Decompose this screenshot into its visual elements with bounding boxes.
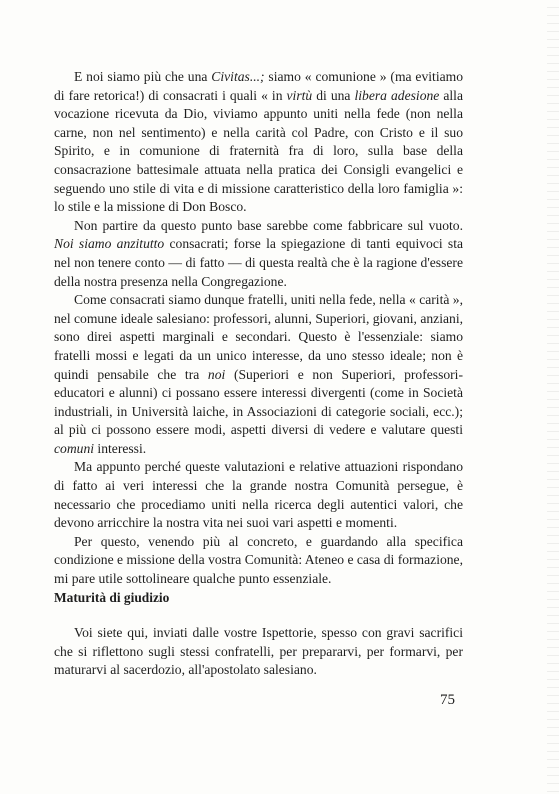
text-run: Come consacrati siamo dunque fratelli, uniti nella fede, nella « carità », nel comune ideale salesiano: professori, alunni, Superiori, giovani, anziani, sono direi aspetti marginali e secondari. Questo è l'essenziale: siamo fratelli mossi e legati da un unico interesse, da uno stesso ideale; non è quindi pensabile che tra: [54, 292, 463, 382]
italic-run: virtù: [286, 87, 313, 103]
text-run: Non partire da questo punto base sarebbe come fabbricare sul vuoto.: [74, 217, 463, 233]
text-run: di una: [312, 87, 355, 103]
italic-run: Civitas...;: [211, 69, 265, 84]
section-body-text: [54, 624, 463, 680]
text-run: Voi siete qui, inviati dalle vostre Ispettorie, spesso con gravi sacrifici che si riflettono sugli stessi confratelli, per prepararvi, per formarvi, per maturarvi al sacerdozio, all'apostolato salesiano.: [54, 625, 463, 678]
text-run: Ma appunto perché queste valutazioni e relative attuazioni rispondano di fatto ai veri interessi che la grande nostra Comunità persegue, è necessario che procediamo uniti nella ricerca degli autentici valori, che devono arricchire la nostra vita nei suoi vari aspetti e momenti.: [54, 459, 463, 531]
text-run: interessi.: [94, 440, 147, 456]
paragraph: [54, 458, 463, 532]
text-run: E noi siamo più che una: [74, 69, 212, 84]
paragraph: [54, 533, 463, 589]
text-run: siamo « comunione » (ma evitiamo di fare retorica!) di consacrati i quali « in: [54, 69, 463, 103]
paragraph: [54, 217, 463, 291]
italic-run: comuni: [54, 440, 95, 456]
text-run: Per questo, venendo più al concreto, e guardando alla specifica condizione e missione della vostra Comunità: Ateneo e casa di formazione, mi pare utile sottolineare qualche punto essenziale.: [54, 533, 463, 587]
italic-run: libera adesione: [354, 87, 440, 103]
body-text: [54, 68, 463, 589]
italic-run: Noi siamo anzitutto: [54, 236, 165, 252]
paragraph: [54, 624, 463, 680]
paragraph: [54, 291, 463, 458]
text-run: consacrati; forse la spiegazione di tanti equivoci sta nel non tenere conto — di fatto — di questa realtà che è la ragione d'essere della nostra presenza nella Congregazione.: [54, 236, 464, 289]
page-number: 75: [440, 692, 455, 708]
text-run: alla vocazione ricevuta da Dio, viviamo appunto uniti nella fede (non nella carne, non nel sentimento) e nella carità col Padre, con Cristo e il suo Spirito, e in comunione di fraternità fra di loro, sulla base della consacrazione battesimale attuata nella pratica dei Consigli evangelici e seguendo uno stile di vita e di missione caratteristico della loro famiglia »: lo stile e la missione di Don Bosco.: [54, 87, 463, 215]
italic-run: noi: [207, 366, 226, 382]
paragraph: [54, 68, 463, 217]
scan-edge-marks: [547, 0, 559, 794]
section-heading: Maturità di giudizio: [54, 590, 170, 605]
text-run: (Superiori e non Superiori, professori-educatori e alunni) ci possano essere interessi divergenti (come in Società industriali, in Università laiche, in Associazioni di categorie sociali, ecc.); al più ci possono essere modi, aspetti diversi di vedere e valutare questi: [54, 366, 463, 438]
